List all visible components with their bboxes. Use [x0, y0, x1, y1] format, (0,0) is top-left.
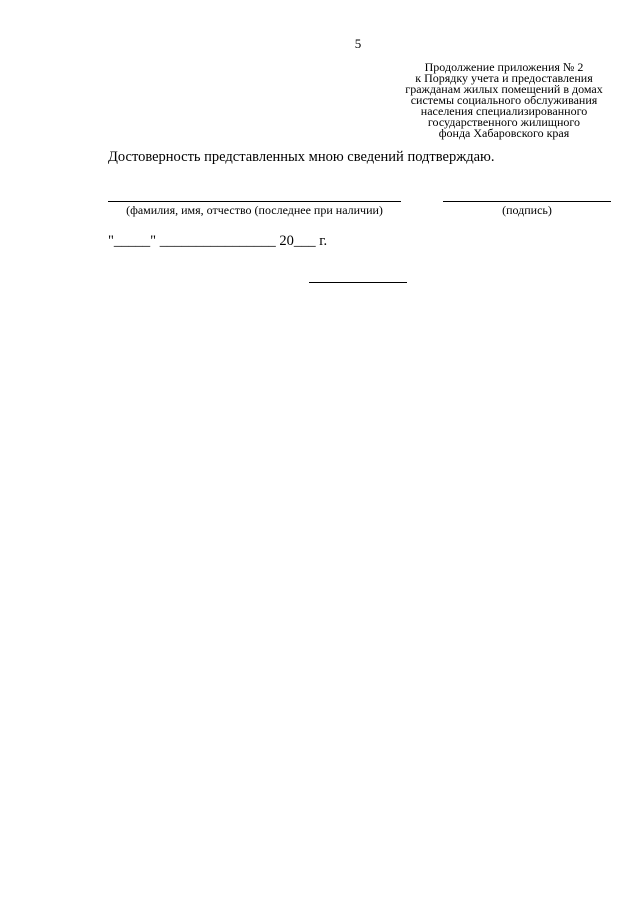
fio-caption: (фамилия, имя, отчество (последнее при наличии) — [126, 203, 383, 217]
appendix-header-line: к Порядку учета и предоставления — [415, 71, 593, 85]
appendix-header-line: системы социального обслуживания — [410, 93, 598, 107]
page-number: 5 — [354, 36, 362, 51]
appendix-header — [380, 62, 628, 139]
appendix-header-line: населения специализированного — [420, 104, 588, 118]
signature-caption: (подпись) — [502, 203, 552, 217]
appendix-header-line: гражданам жилых помещений в домах — [405, 82, 603, 96]
fio-signature-line — [108, 201, 401, 202]
end-divider-line — [309, 282, 407, 283]
signature-line — [443, 201, 611, 202]
appendix-header-line: государственного жилищного — [427, 115, 581, 129]
appendix-header-line: Продолжение приложения № 2 — [424, 60, 584, 74]
date-field: "_____" ________________ 20___ г. — [108, 233, 328, 249]
confirmation-text: Достоверность представленных мною сведений подтверждаю. — [108, 149, 495, 165]
appendix-header-line: фонда Хабаровского края — [438, 126, 570, 140]
